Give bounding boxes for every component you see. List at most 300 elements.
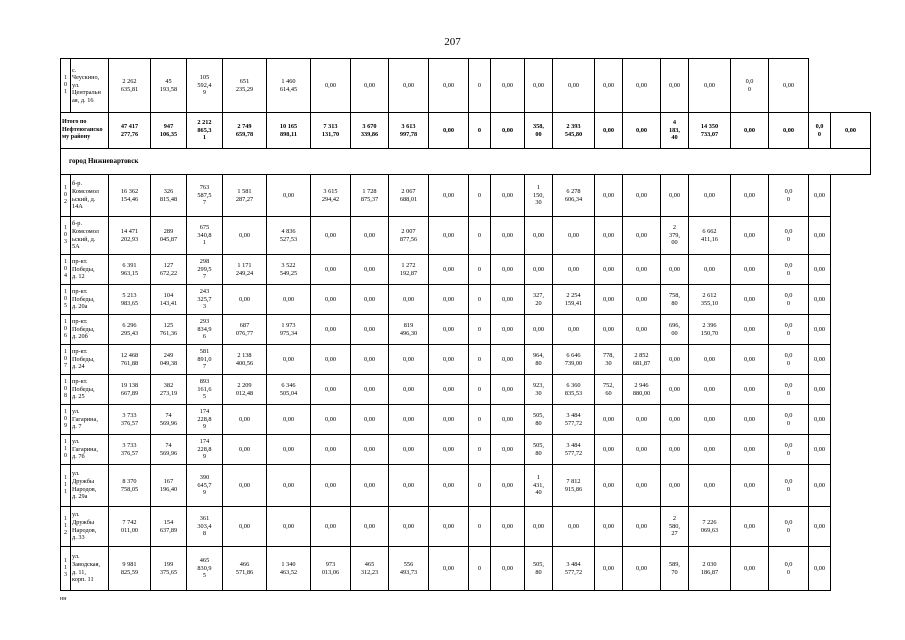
table-row (61, 507, 871, 547)
table-cell: 5 213 983,65 (109, 285, 151, 315)
table-cell: 0,00 (623, 59, 661, 113)
table-cell: 1 0 4 (61, 255, 71, 285)
table-cell: 0,00 (661, 435, 689, 465)
table-cell: 0,0 0 (769, 315, 809, 345)
total-row (61, 113, 871, 149)
table-cell: 0,00 (595, 113, 623, 149)
table-cell: 0 (469, 113, 491, 149)
table-cell: 0,00 (351, 285, 389, 315)
table-cell: 0,0 0 (769, 255, 809, 285)
table-cell: 0,00 (661, 405, 689, 435)
table-cell: 174 228,8 9 (187, 405, 223, 435)
table-cell: 1 0 9 (61, 405, 71, 435)
table-cell: 0,00 (311, 375, 351, 405)
table-cell: 0,00 (595, 59, 623, 113)
table-row (61, 315, 871, 345)
table-cell: 45 193,58 (151, 59, 187, 113)
table-cell: 0,00 (429, 345, 469, 375)
table-cell: 2 379, 00 (661, 217, 689, 255)
table-cell: 174 228,8 9 (187, 435, 223, 465)
table-cell: 0,00 (809, 465, 831, 507)
table-cell: 0,00 (809, 507, 831, 547)
table-cell: 0,00 (267, 435, 311, 465)
table-cell: 0,00 (689, 255, 731, 285)
table-cell: 3 733 376,57 (109, 435, 151, 465)
table-cell: 1 0 1 (61, 59, 71, 113)
table-cell: 0,00 (223, 285, 267, 315)
table-cell: 0,00 (731, 435, 769, 465)
table-cell: 0,00 (491, 547, 525, 591)
table-cell: 2 749 659,78 (223, 113, 267, 149)
table-cell: 0,00 (809, 285, 831, 315)
table-cell: 3 484 577,72 (553, 405, 595, 435)
table-cell: 1 973 975,34 (267, 315, 311, 345)
table-cell: 0,00 (351, 375, 389, 405)
table-cell: 1 0 5 (61, 285, 71, 315)
table-cell: 10 165 898,11 (267, 113, 311, 149)
table-cell: 0,00 (491, 175, 525, 217)
table-cell: 0,00 (731, 113, 769, 149)
table-cell: 0,00 (809, 255, 831, 285)
table-cell: 0,00 (731, 285, 769, 315)
table-cell: 0,00 (351, 405, 389, 435)
table-cell: 0,00 (595, 315, 623, 345)
table-cell: 0,00 (389, 435, 429, 465)
table-cell: 2 138 400,56 (223, 345, 267, 375)
table-cell: 0,00 (731, 507, 769, 547)
table-cell: 0,00 (267, 507, 311, 547)
table-cell: 819 496,30 (389, 315, 429, 345)
table-cell: 1 1 0 (61, 435, 71, 465)
table-cell: 758, 80 (661, 285, 689, 315)
table-cell: 0,00 (553, 255, 595, 285)
table-cell: 651 235,29 (223, 59, 267, 113)
table-cell: ул. Гагарина, д. 7б (71, 435, 109, 465)
table-row (61, 255, 871, 285)
table-cell: 0,00 (623, 217, 661, 255)
table-row (61, 175, 871, 217)
table-cell: 0,00 (429, 217, 469, 255)
table-cell: 74 569,96 (151, 405, 187, 435)
table-cell: 6 360 835,53 (553, 375, 595, 405)
table-cell: 0,00 (623, 405, 661, 435)
table-cell: 0,00 (311, 465, 351, 507)
table-cell: пр-кт. Победы, д. 20б (71, 315, 109, 345)
table-row (61, 217, 871, 255)
table-cell: 0,00 (595, 175, 623, 217)
table-cell: 0,00 (429, 405, 469, 435)
table-cell: 0,00 (491, 217, 525, 255)
table-cell: 0,00 (661, 255, 689, 285)
table-cell: 1 431, 40 (525, 465, 553, 507)
table-cell: 0,00 (595, 217, 623, 255)
table-cell: 0,00 (429, 465, 469, 507)
table-cell: город Нижневартовск (61, 149, 871, 175)
table-cell: 6 646 739,00 (553, 345, 595, 375)
table-cell: 4 836 527,53 (267, 217, 311, 255)
table-cell: 2 393 545,80 (553, 113, 595, 149)
table-cell: 1 460 614,45 (267, 59, 311, 113)
table-cell: 0,00 (429, 255, 469, 285)
table-cell: 0,00 (389, 405, 429, 435)
table-cell: 0,00 (553, 59, 595, 113)
table-cell: 0,00 (809, 547, 831, 591)
table-cell: 16 362 154,46 (109, 175, 151, 217)
table-cell: 6 346 505,04 (267, 375, 311, 405)
table-cell: 2 946 880,00 (623, 375, 661, 405)
table-cell: 19 138 667,89 (109, 375, 151, 405)
table-cell: 0,0 0 (769, 465, 809, 507)
table-cell: 2 067 688,01 (389, 175, 429, 217)
table-cell: 0,0 0 (769, 175, 809, 217)
table-cell: 199 375,65 (151, 547, 187, 591)
table-cell: 104 143,41 (151, 285, 187, 315)
table-cell: 1 171 249,24 (223, 255, 267, 285)
table-cell: 0,00 (595, 255, 623, 285)
table-cell: 0,00 (731, 217, 769, 255)
table-cell: с. Чеускино, ул. Центральн ая, д. 16 (71, 59, 109, 113)
table-cell: 0,00 (223, 507, 267, 547)
table-row (61, 375, 871, 405)
table-cell: 0,00 (223, 217, 267, 255)
table-cell: 581 891,0 7 (187, 345, 223, 375)
table-cell: 1 0 3 (61, 217, 71, 255)
table-cell: 6 278 606,34 (553, 175, 595, 217)
table-cell: 763 587,5 7 (187, 175, 223, 217)
table-cell: 0,00 (389, 285, 429, 315)
table-cell: 2 212 865,3 1 (187, 113, 223, 149)
table-cell: 505, 80 (525, 405, 553, 435)
table-cell: 14 350 733,07 (689, 113, 731, 149)
table-cell: 0,00 (491, 315, 525, 345)
table-cell: 0,00 (311, 435, 351, 465)
table-cell: 0,00 (525, 507, 553, 547)
table-cell: 0,00 (311, 315, 351, 345)
budget-table (60, 58, 871, 591)
table-cell: 0,00 (267, 465, 311, 507)
table-cell: 0,00 (831, 113, 871, 149)
table-cell: 0,00 (389, 465, 429, 507)
table-cell: 0,00 (389, 59, 429, 113)
table-cell: 0,00 (731, 255, 769, 285)
table-cell: 1 581 287,27 (223, 175, 267, 217)
table-cell: 0,00 (769, 59, 809, 113)
table-cell: 0,0 0 (769, 405, 809, 435)
table-cell: 0,00 (731, 345, 769, 375)
table-cell: 2 254 159,41 (553, 285, 595, 315)
table-cell: 0,00 (689, 435, 731, 465)
table-cell: 0,00 (525, 315, 553, 345)
table-cell: 1 0 2 (61, 175, 71, 217)
table-cell: 0 (469, 59, 491, 113)
table-cell: 778, 30 (595, 345, 623, 375)
table-cell: 0,00 (661, 375, 689, 405)
table-cell: 2 612 355,10 (689, 285, 731, 315)
table-cell: 0,00 (525, 217, 553, 255)
table-cell: 0,00 (595, 465, 623, 507)
table-row (61, 465, 871, 507)
table-cell: 2 209 012,48 (223, 375, 267, 405)
table-cell: 0,00 (595, 507, 623, 547)
table-cell: 1 340 463,52 (267, 547, 311, 591)
table-cell: 0,00 (429, 435, 469, 465)
table-cell: 0,00 (809, 405, 831, 435)
table-cell: 0,00 (311, 255, 351, 285)
table-cell: 326 815,48 (151, 175, 187, 217)
table-cell: 0,00 (351, 255, 389, 285)
table-cell: 505, 80 (525, 435, 553, 465)
table-row (61, 405, 871, 435)
table-cell: 3 613 997,78 (389, 113, 429, 149)
table-cell: 327, 20 (525, 285, 553, 315)
table-cell: 0 (469, 375, 491, 405)
table-cell: 0,00 (809, 435, 831, 465)
table-cell: 0,00 (731, 547, 769, 591)
table-cell: 2 580, 27 (661, 507, 689, 547)
table-cell: 3 522 549,25 (267, 255, 311, 285)
table-cell: 298 299,5 7 (187, 255, 223, 285)
table-cell: 7 226 069,63 (689, 507, 731, 547)
table-cell: 6 391 963,15 (109, 255, 151, 285)
table-cell: 12 468 761,88 (109, 345, 151, 375)
table-cell: 9 981 825,59 (109, 547, 151, 591)
table-cell: 0,00 (623, 113, 661, 149)
table-cell: 0,00 (311, 345, 351, 375)
table-cell: 973 013,06 (311, 547, 351, 591)
table-cell: 1 0 8 (61, 375, 71, 405)
table-cell: 0,00 (311, 217, 351, 255)
table-cell: 0 (469, 217, 491, 255)
table-cell: 1 272 192,87 (389, 255, 429, 285)
table-cell: 2 396 150,70 (689, 315, 731, 345)
table-cell: 0,00 (595, 285, 623, 315)
table-cell: 14 471 202,93 (109, 217, 151, 255)
table-cell: 687 076,77 (223, 315, 267, 345)
table-cell: 923, 30 (525, 375, 553, 405)
table-cell: пр-кт. Победы, д. 12 (71, 255, 109, 285)
table-cell: 0,00 (731, 315, 769, 345)
footer-mark: нн (60, 596, 67, 602)
table-cell: 3 733 376,57 (109, 405, 151, 435)
table-cell: 0,0 0 (809, 113, 831, 149)
table-cell: 0,00 (429, 59, 469, 113)
table-cell: 696, 00 (661, 315, 689, 345)
table-cell: 0,00 (223, 435, 267, 465)
table-cell: ул. Дружбы Народов, д. 29а (71, 465, 109, 507)
table-cell: 2 262 635,81 (109, 59, 151, 113)
table-cell: 0,0 0 (769, 435, 809, 465)
table-cell: 0 (469, 507, 491, 547)
table-cell: 0,00 (769, 113, 809, 149)
table-cell: 0,00 (595, 547, 623, 591)
table-cell: 0,00 (351, 465, 389, 507)
table-cell: 0,00 (351, 507, 389, 547)
table-cell: 0,00 (311, 405, 351, 435)
table-cell: 0,00 (389, 507, 429, 547)
table-cell: 465 312,23 (351, 547, 389, 591)
table-cell: 0,00 (689, 59, 731, 113)
table-cell: 0,00 (525, 59, 553, 113)
table-row (61, 285, 871, 315)
table-cell: 1 1 1 (61, 465, 71, 507)
table-cell: 466 571,86 (223, 547, 267, 591)
table-cell: 0,00 (661, 465, 689, 507)
table-cell: 0,00 (623, 285, 661, 315)
table-cell: 0,00 (311, 285, 351, 315)
table-cell: 0,00 (491, 465, 525, 507)
table-cell: 0,00 (351, 59, 389, 113)
table-cell: 249 049,38 (151, 345, 187, 375)
table-cell: 0 (469, 547, 491, 591)
table-cell: б-р. Комсомол ьский, д. 14А (71, 175, 109, 217)
table-cell: 0,00 (491, 59, 525, 113)
table-cell: 0,00 (661, 345, 689, 375)
table-cell: 47 417 277,76 (109, 113, 151, 149)
table-cell: 1 0 6 (61, 315, 71, 345)
table-cell: 0,00 (623, 507, 661, 547)
table-cell: 105 592,4 9 (187, 59, 223, 113)
table-cell: 0,00 (623, 465, 661, 507)
table-cell: 8 370 758,05 (109, 465, 151, 507)
table-cell: 505, 80 (525, 547, 553, 591)
table-cell: 0,00 (491, 435, 525, 465)
table-cell: 0,00 (689, 175, 731, 217)
table-cell: 589, 70 (661, 547, 689, 591)
table-cell: 0,00 (267, 285, 311, 315)
table-cell: 6 662 411,16 (689, 217, 731, 255)
table-cell: 2 007 877,56 (389, 217, 429, 255)
table-cell: 0,00 (623, 315, 661, 345)
table-cell: 0 (469, 255, 491, 285)
table-cell: 125 761,36 (151, 315, 187, 345)
table-cell: 0,0 0 (769, 217, 809, 255)
table-cell: 0,00 (689, 465, 731, 507)
table-cell: 0,0 0 (769, 345, 809, 375)
table-cell: 0,00 (223, 465, 267, 507)
table-cell: 0,00 (623, 255, 661, 285)
table-cell: 6 296 295,43 (109, 315, 151, 345)
table-cell: 0,0 0 (769, 375, 809, 405)
table-cell: 3 484 577,72 (553, 435, 595, 465)
table-cell: 74 569,96 (151, 435, 187, 465)
table-cell: 382 273,19 (151, 375, 187, 405)
table-cell: 0,0 0 (769, 547, 809, 591)
table-cell: 0,00 (553, 217, 595, 255)
table-cell: 0 (469, 345, 491, 375)
table-cell: 0,00 (689, 375, 731, 405)
table-cell: 0,00 (623, 435, 661, 465)
table-cell: 0,00 (689, 345, 731, 375)
table-cell: 1 1 3 (61, 547, 71, 591)
table-cell: 1 0 7 (61, 345, 71, 375)
table-cell: 0,00 (689, 405, 731, 435)
table-cell: пр-кт. Победы, д. 20а (71, 285, 109, 315)
table-cell: 0,00 (389, 345, 429, 375)
table-cell: 0,00 (429, 113, 469, 149)
table-cell: 0,00 (661, 175, 689, 217)
table-cell: 947 106,35 (151, 113, 187, 149)
table-cell: 0,00 (351, 435, 389, 465)
table-cell: Итого по Нефтеюганско му району (61, 113, 109, 149)
table-cell: 390 645,7 9 (187, 465, 223, 507)
table-cell: 0,00 (731, 175, 769, 217)
table-cell: 7 812 915,86 (553, 465, 595, 507)
table-cell: 0,00 (491, 375, 525, 405)
table-cell: 0,00 (491, 345, 525, 375)
table-cell: 0,00 (731, 465, 769, 507)
table-cell: 0,00 (267, 175, 311, 217)
table-cell: 0 (469, 175, 491, 217)
table-cell: 465 830,9 5 (187, 547, 223, 591)
table-row (61, 59, 871, 113)
table-cell: 1 1 2 (61, 507, 71, 547)
section-row (61, 149, 871, 175)
table-cell: 7 742 011,00 (109, 507, 151, 547)
table-cell: 675 340,8 1 (187, 217, 223, 255)
table-cell: 0,00 (623, 175, 661, 217)
table-cell: 243 325,7 3 (187, 285, 223, 315)
table-cell: 3 484 577,72 (553, 547, 595, 591)
table-cell: 1 728 875,37 (351, 175, 389, 217)
table-cell: 0,00 (311, 59, 351, 113)
table-cell: пр-кт. Победы, д. 24 (71, 345, 109, 375)
table-cell: 3 615 294,42 (311, 175, 351, 217)
table-cell: пр-кт. Победы, д. 25 (71, 375, 109, 405)
table-cell: 0,00 (809, 375, 831, 405)
table-cell: 0,00 (311, 507, 351, 547)
table-cell: 0,00 (429, 507, 469, 547)
table-cell: 167 196,40 (151, 465, 187, 507)
table-cell: 0,00 (429, 375, 469, 405)
table-cell: 2 852 681,87 (623, 345, 661, 375)
table-cell: 0,00 (731, 405, 769, 435)
table-cell: 0,0 0 (769, 507, 809, 547)
table-cell: 1 150, 30 (525, 175, 553, 217)
table-row (61, 435, 871, 465)
table-cell: 0,00 (351, 315, 389, 345)
table-cell: 0,00 (553, 507, 595, 547)
table-cell: 0,00 (525, 255, 553, 285)
table-cell: 127 672,22 (151, 255, 187, 285)
table-cell: 0,00 (429, 315, 469, 345)
table-cell: 4 183, 40 (661, 113, 689, 149)
table-cell: 7 313 131,70 (311, 113, 351, 149)
table-cell: ул. Гагарина, д. 7 (71, 405, 109, 435)
table-cell: 0,00 (491, 285, 525, 315)
table-cell: 0,00 (429, 175, 469, 217)
page-number: 207 (444, 36, 461, 48)
table-cell: 0,00 (809, 345, 831, 375)
table-cell: 154 637,89 (151, 507, 187, 547)
table-cell: 0,00 (731, 375, 769, 405)
table-cell: 293 834,9 6 (187, 315, 223, 345)
table-cell: 0,00 (267, 345, 311, 375)
table-cell: 289 045,87 (151, 217, 187, 255)
table-cell: 0,00 (429, 547, 469, 591)
table-cell: 0 (469, 315, 491, 345)
table-cell: 0,00 (491, 405, 525, 435)
table-cell: 893 161,6 5 (187, 375, 223, 405)
table-cell: 0,00 (661, 59, 689, 113)
table-cell: 0,00 (623, 547, 661, 591)
table-cell: 0,00 (595, 405, 623, 435)
table-cell: 0,00 (267, 405, 311, 435)
table-cell: 0 (469, 465, 491, 507)
table-cell: 0,0 0 (731, 59, 769, 113)
table-cell: 358, 00 (525, 113, 553, 149)
table-cell: 964, 80 (525, 345, 553, 375)
table-cell: 0,00 (223, 405, 267, 435)
